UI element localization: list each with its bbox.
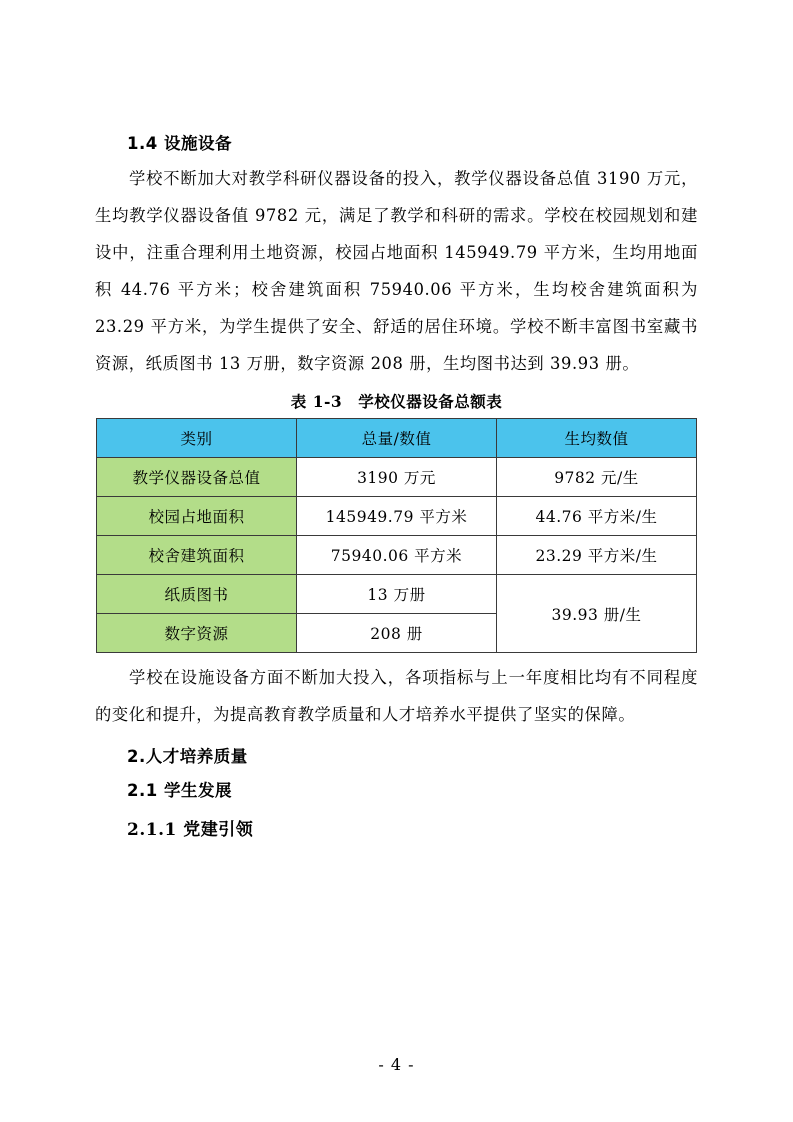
heading-2-1-student-development: 2.1 学生发展	[127, 781, 232, 800]
paragraph-facilities-summary: 学校在设施设备方面不断加大投入，各项指标与上一年度相比均有不同程度的变化和提升，为提高教育教学质量和人才培养水平提供了坚实的保障。	[95, 668, 698, 724]
table-cell-total: 13 万册	[297, 575, 497, 614]
table-header-cell: 类别	[97, 419, 297, 458]
section-heading-1-4: 1.4 设施设备	[127, 134, 232, 153]
table-cell-per-capita-merged: 39.93 册/生	[497, 575, 697, 653]
table-cell-per-capita: 23.29 平方米/生	[497, 536, 697, 575]
table-row	[97, 458, 697, 497]
table-caption: 表 1-3 学校仪器设备总额表	[290, 392, 503, 411]
page-number: - 4 -	[378, 1055, 415, 1074]
table-header-cell: 生均数值	[497, 419, 697, 458]
table-cell-total: 208 册	[297, 614, 497, 653]
table-row	[97, 497, 697, 536]
table-cell-category: 纸质图书	[97, 575, 297, 614]
heading-2-1-1-party-building: 2.1.1 党建引领	[127, 820, 254, 840]
table-cell-category: 教学仪器设备总值	[97, 458, 297, 497]
heading-2-talent-quality: 2.人才培养质量	[127, 747, 248, 766]
table-cell-per-capita: 44.76 平方米/生	[497, 497, 697, 536]
table-cell-total: 145949.79 平方米	[297, 497, 497, 536]
table-header-cell: 总量/数值	[297, 419, 497, 458]
table-row	[97, 575, 697, 614]
equipment-total-table	[96, 418, 697, 653]
table-header-row	[97, 419, 697, 458]
table-row	[97, 536, 697, 575]
table-cell-category: 校舍建筑面积	[97, 536, 297, 575]
table-cell-category: 数字资源	[97, 614, 297, 653]
table-cell-total: 3190 万元	[297, 458, 497, 497]
paragraph-facilities-overview: 学校不断加大对教学科研仪器设备的投入，教学仪器设备总值 3190 万元，生均教学仪器设备值 9782 元，满足了教学和科研的需求。学校在校园规划和建设中，注重合理利用土地资源，校园占地面积 145949.79 平方米，生均用地面积 44.76 平方米；校舍建筑面积 75940.06 平方米，生均校舍建筑面积为 23.29 平方米，为学生提供了安全、舒适的居住环境。学校不断丰富图书室藏书资源，纸质图书 13 万册，数字资源 208 册，生均图书达到 39.93 册。	[95, 169, 698, 373]
table-cell-per-capita: 9782 元/生	[497, 458, 697, 497]
table-cell-category: 校园占地面积	[97, 497, 297, 536]
table-cell-total: 75940.06 平方米	[297, 536, 497, 575]
